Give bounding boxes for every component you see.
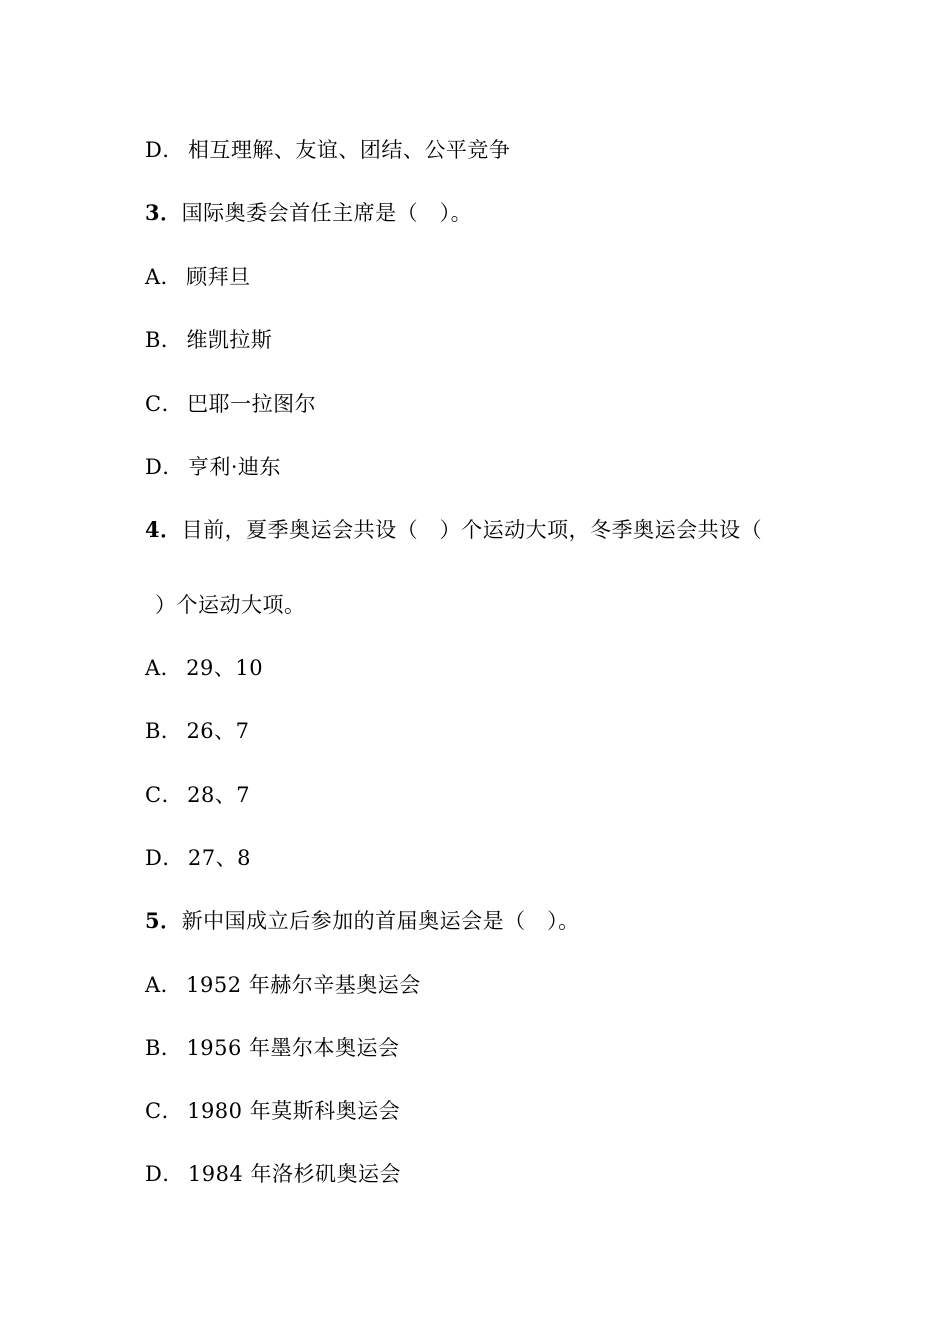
q3-option-b — [145, 327, 272, 353]
option-label: B． — [145, 719, 183, 743]
question-number: 3． — [145, 200, 182, 225]
option-label: A． — [145, 265, 183, 289]
question-text: 目前，夏季奥运会共设（ ）个运动大项，冬季奥运会共设（ — [181, 518, 763, 542]
q4-option-b — [145, 718, 250, 744]
question-number: 4． — [145, 517, 182, 542]
option-label: A． — [145, 656, 183, 680]
option-text: 29、10 — [186, 656, 264, 680]
option-label: C． — [145, 783, 184, 807]
option-label: D． — [145, 1162, 184, 1186]
option-text: 顾拜旦 — [186, 265, 251, 289]
question-text: 新中国成立后参加的首届奥运会是（ ）。 — [181, 909, 580, 933]
q5-option-d — [145, 1161, 401, 1187]
q5-option-c — [145, 1098, 400, 1124]
q3-stem — [145, 200, 472, 226]
option-text: 相互理解、友谊、团结、公平竞争 — [187, 138, 511, 162]
question-text-continued: ）个运动大项。 — [155, 593, 306, 617]
option-label: C． — [145, 1099, 184, 1123]
option-text: 1956 年墨尔本奥运会 — [186, 1036, 400, 1060]
option-text: 26、7 — [186, 719, 250, 743]
option-label: A． — [145, 973, 183, 997]
option-text: 28、7 — [187, 783, 251, 807]
option-label: C． — [145, 392, 184, 416]
option-label: B． — [145, 1036, 183, 1060]
q4-stem-line2 — [155, 592, 306, 618]
option-text: 27、8 — [187, 846, 251, 870]
option-text: 1980 年莫斯科奥运会 — [187, 1099, 401, 1123]
q4-option-d — [145, 845, 251, 871]
q5-option-a — [145, 972, 421, 998]
q2-option-d — [145, 137, 510, 163]
option-label: B． — [145, 328, 183, 352]
option-text: 1984 年洛杉矶奥运会 — [187, 1162, 401, 1186]
q4-stem-line1 — [145, 517, 762, 543]
option-label: D． — [145, 138, 184, 162]
q4-option-c — [145, 782, 250, 808]
q3-option-d — [145, 454, 281, 480]
q5-option-b — [145, 1035, 400, 1061]
q3-option-c — [145, 391, 316, 417]
option-text: 巴耶一拉图尔 — [187, 392, 317, 416]
option-text: 1952 年赫尔辛基奥运会 — [186, 973, 421, 997]
question-text: 国际奥委会首任主席是（ ）。 — [181, 201, 473, 225]
option-label: D． — [145, 846, 184, 870]
option-label: D． — [145, 455, 184, 479]
q5-stem — [145, 908, 580, 934]
option-text: 维凯拉斯 — [186, 328, 273, 352]
q3-option-a — [145, 264, 251, 290]
option-text: 亨利·迪东 — [187, 455, 282, 479]
question-number: 5． — [145, 908, 182, 933]
q4-option-a — [145, 655, 263, 681]
